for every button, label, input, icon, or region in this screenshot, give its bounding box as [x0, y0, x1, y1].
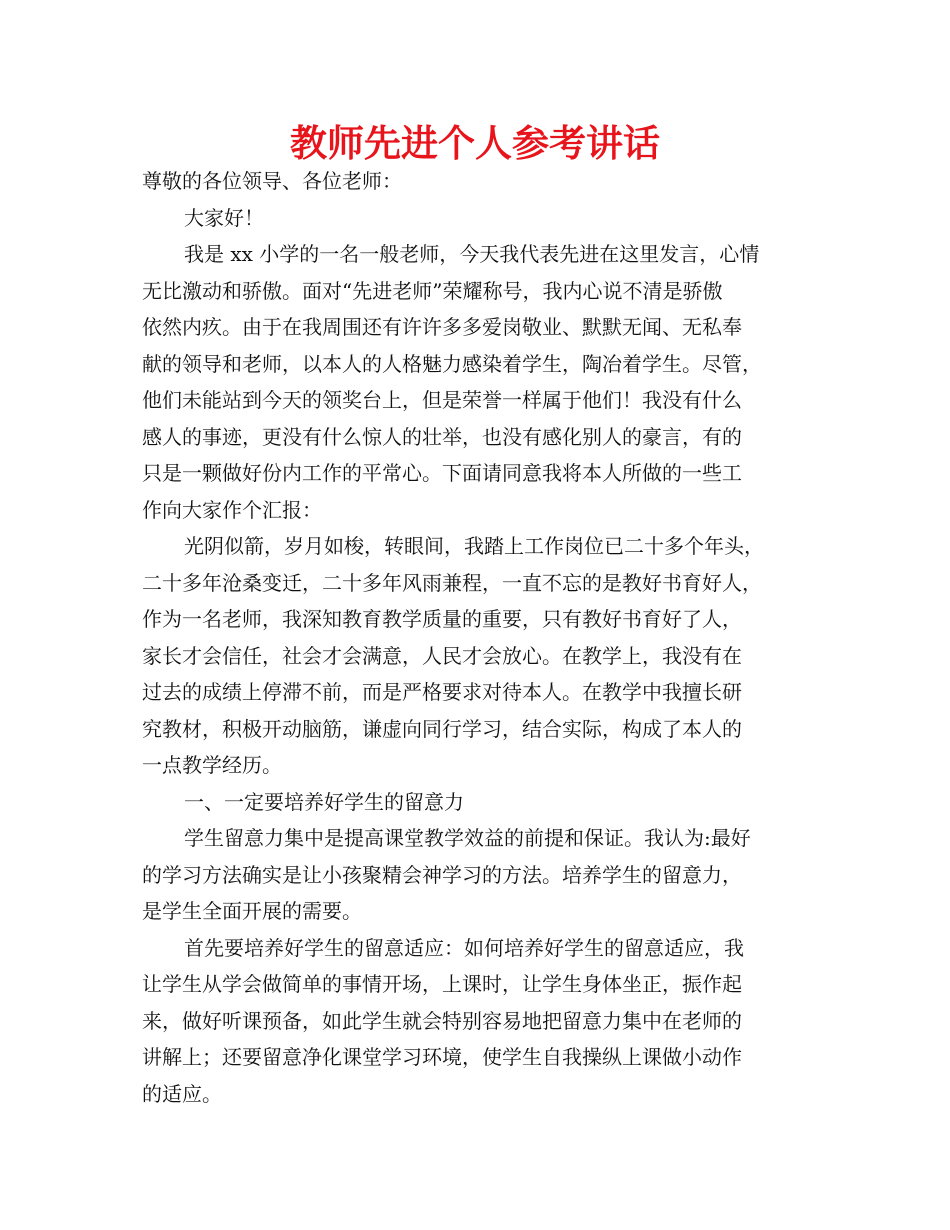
text-line: 光阴似箭，岁月如梭，转眼间，我踏上工作岗位已二十多个年头，: [184, 534, 764, 558]
text-line: 是学生全面开展的需要。: [142, 899, 362, 923]
text-line: 我是 xx 小学的一名一般老师，今天我代表先进在这里发言，心情: [184, 242, 760, 266]
text-line: 依然内疚。由于在我周围还有许许多多爱岗敬业、默默无闻、无私奉: [142, 315, 742, 339]
text-line: 大家好！: [184, 205, 264, 230]
text-line: 二十多年沧桑变迁，二十多年风雨兼程，一直不忘的是教好书育好人，: [142, 570, 762, 595]
text-line: 讲解上；还要留意净化课堂学习环境，使学生自我操纵上课做小动作: [142, 1045, 742, 1069]
text-line: 首先要培养好学生的留意适应：如何培养好学生的留意适应，我: [184, 935, 744, 960]
text-line: 一、一定要培养好学生的留意力: [184, 789, 464, 814]
text-line: 过去的成绩上停滞不前，而是严格要求对待本人。在教学中我擅长研: [142, 680, 742, 704]
text-line: 他们未能站到今天的领奖台上，但是荣誉一样属于他们！我没有什么: [142, 388, 742, 412]
text-line: 究教材，积极开动脑筋，谦虚向同行学习，结合实际，构成了本人的: [142, 716, 742, 741]
text-line: 一点教学经历。: [142, 753, 282, 777]
text-line: 感人的事迹，更没有什么惊人的壮举，也没有感化别人的豪言，有的: [142, 424, 742, 449]
document-body: [142, 163, 822, 1112]
text-line: 献的领导和老师，以本人的人格魅力感染着学生，陶冶着学生。尽管，: [142, 351, 762, 376]
text-line: 的学习方法确实是让小孩聚精会神学习的方法。培养学生的留意力，: [142, 862, 742, 887]
text-line: 无比激动和骄傲。面对“先进老师”荣耀称号，我内心说不清是骄傲: [142, 278, 723, 303]
text-line: 来，做好听课预备，如此学生就会特别容易地把留意力集中在老师的: [142, 1008, 742, 1033]
document-title: 教师先进个人参考讲话: [290, 122, 660, 165]
text-line: 尊敬的各位领导、各位老师：: [142, 169, 402, 193]
text-line: 作为一名老师，我深知教育教学质量的重要，只有教好书育好了人，: [142, 607, 742, 631]
text-line: 作向大家作个汇报：: [142, 497, 322, 522]
text-line: 学生留意力集中是提高课堂教学效益的前提和保证。我认为:最好: [184, 826, 751, 850]
text-line: 让学生从学会做简单的事情开场，上课时，让学生身体坐正，振作起: [142, 972, 742, 996]
text-line: 的适应。: [142, 1081, 222, 1106]
text-line: 只是一颗做好份内工作的平常心。下面请同意我将本人所做的一些工: [142, 461, 742, 485]
text-line: 家长才会信任，社会才会满意，人民才会放心。在教学上，我没有在: [142, 643, 742, 668]
